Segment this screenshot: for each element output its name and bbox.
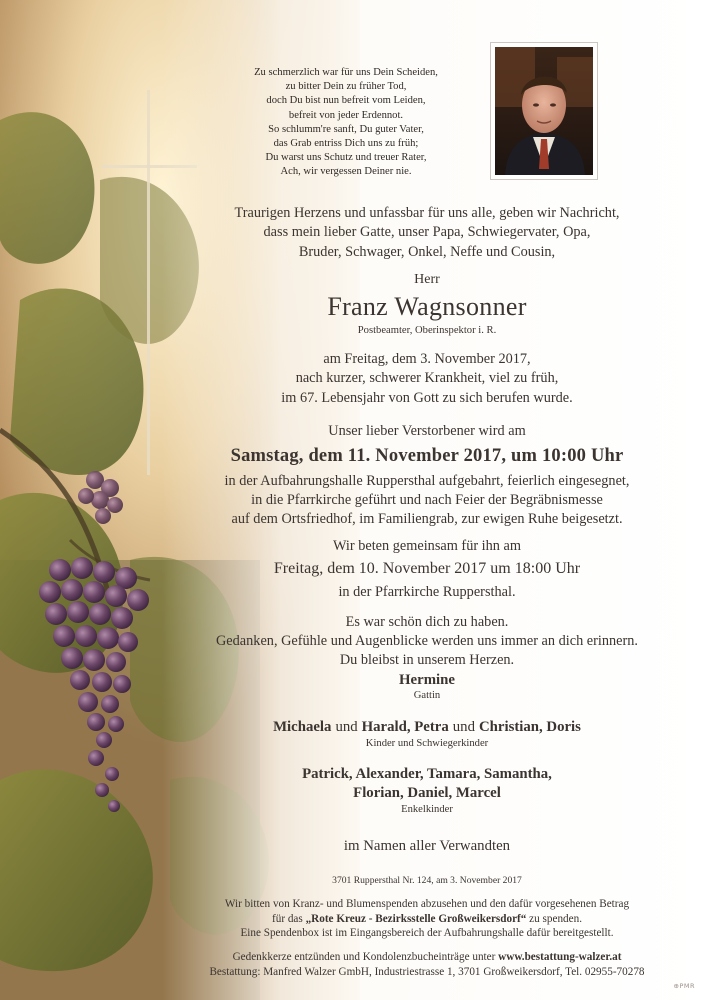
death-line: nach kurzer, schwerer Krankheit, viel zu früh, [295,370,559,387]
funeral-detail-line: auf dem Ortsfriedhof, im Familiengrab, zur ewigen Ruhe beigesetzt. [231,511,623,527]
grandchildren-line: Patrick, Alexander, Tamara, Samantha, [302,766,552,782]
funeral-detail-line: in die Pfarrkirche geführt und nach Feier der Begräbnismesse [251,492,603,508]
footer-line: Bestattung: Manfred Walzer GmbH, Industriestrasse 1, 3701 Großweikersdorf, Tel. 02955-70278 [209,965,645,978]
poem-line: doch Du bist nun befreit vom Leiden, [266,95,426,107]
charity-name: „Rote Kreuz - Bezirksstelle Großweikersdorf“ [305,912,527,925]
mourner-spouse-relation: Gattin [413,690,441,701]
poem-line: das Grab entriss Dich uns zu früh; [273,138,419,150]
on-behalf-of-relatives: im Namen aller Verwandten [343,838,511,854]
poem-line: Ach, wir vergessen Deiner nie. [280,166,412,178]
intro-line: Traurigen Herzens und unfassbar für uns alle, geben wir Nachricht, [234,205,620,221]
grandchildren-line: Florian, Daniel, Marcel [353,785,501,801]
mourner-grandchildren-relation: Enkelkinder [401,804,453,815]
footer-text: Gedenkkerze entzünden und Kondolenzbucheinträge unter [232,951,499,963]
farewell-line: Gedanken, Gefühle und Augenblicke werden uns immer an dich erinnern. [215,633,639,649]
prayer-intro: Wir beten gemeinsam für ihn am [332,538,521,554]
farewell-line: Du bleibst in unserem Herzen. [339,652,515,668]
poem-line: Du warst uns Schutz und treuer Rater, [265,152,427,164]
conjunction: und [335,719,358,735]
funeral-home-footer [192,950,662,979]
donation-line: Eine Spendenbox ist im Eingangsbereich der Aufbahrungshalle dafür bereitgestellt. [240,927,614,940]
conjunction: und [452,719,475,735]
poem-line: befreit von jeder Erdennot. [288,109,404,121]
death-line: im 67. Lebensjahr von Gott zu sich berufen wurde. [281,389,573,406]
death-notice [192,350,662,408]
mourner-spouse: Hermine [399,672,455,688]
deceased-occupation: Postbeamter, Oberinspektor i. R. [357,325,497,336]
donation-text: zu spenden. [526,912,582,925]
death-line: am Freitag, dem 3. November 2017, [323,351,531,367]
child-name: Christian, Doris [478,719,581,735]
announcement-intro [192,204,662,262]
donation-request [192,897,662,941]
publisher-logo: ⊕PMR [673,982,695,990]
donation-text: für das [272,912,306,925]
intro-line: dass mein lieber Gatte, unser Papa, Schwiegervater, Opa, [263,224,591,241]
funeral-date: Samstag, dem 11. November 2017, um 10:00 Uhr [230,446,624,466]
mourner-grandchildren [192,765,662,803]
mourner-children [192,718,662,736]
footer-line [192,950,662,965]
prayer-location: in der Pfarrkirche Ruppersthal. [338,584,516,600]
child-name: Michaela [273,719,332,735]
intro-line: Bruder, Schwager, Onkel, Neffe und Cousin, [298,243,556,260]
memorial-poem [240,66,452,180]
portrait-photo [490,42,598,180]
location-and-date: 3701 Ruppersthal Nr. 124, am 3. November 2017 [332,875,522,886]
donation-line [192,912,662,927]
donation-line: Wir bitten von Kranz- und Blumenspenden abzusehen und den dafür vorgesehenen Betrag [224,898,630,910]
funeral-intro: Unser lieber Verstorbener wird am [328,423,526,439]
funeral-detail-line: in der Aufbahrungshalle Ruppersthal aufgebahrt, feierlich eingesegnet, [224,473,630,489]
poem-line: zu bitter Dein zu früher Tod, [285,81,407,93]
deceased-name: Franz Wagnsonner [327,292,527,321]
farewell-line: Es war schön dich zu haben. [345,614,509,630]
salutation: Herr [414,272,440,287]
farewell-message [192,613,662,670]
mourner-children-relation: Kinder und Schwiegerkinder [365,738,489,749]
poem-line: So schlumm're sanft, Du guter Vater, [268,123,424,135]
poem-line: Zu schmerzlich war für uns Dein Scheiden, [254,67,438,78]
prayer-date: Freitag, dem 10. November 2017 um 18:00 Uhr [273,560,581,577]
child-name: Harald, Petra [361,719,449,735]
funeral-details [192,472,662,529]
website-link[interactable]: www.bestattung-walzer.at [498,951,622,963]
